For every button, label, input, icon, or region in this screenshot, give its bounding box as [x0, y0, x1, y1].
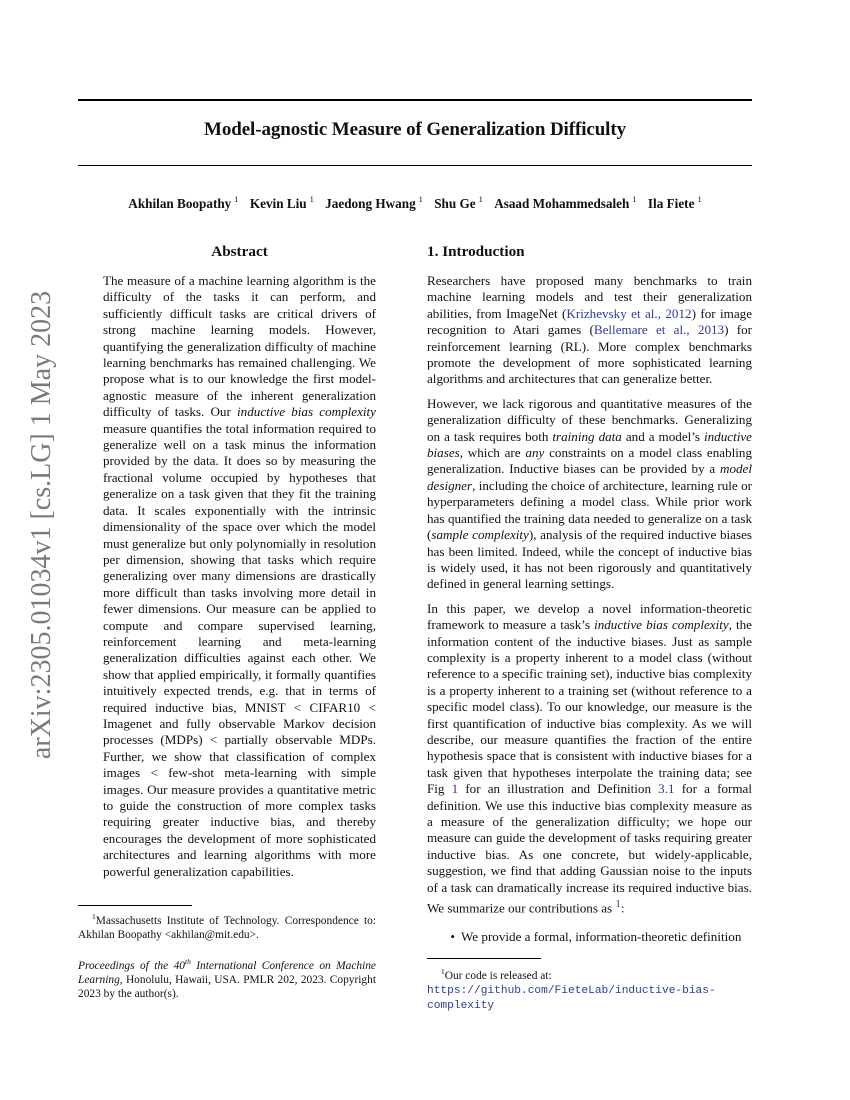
title-rule-top — [78, 99, 752, 101]
citation-link[interactable]: Krizhevsky et al., 2012 — [566, 305, 692, 321]
introduction-heading: 1. Introduction — [427, 243, 525, 260]
author: Shu Ge $^1$ — [434, 194, 483, 212]
code-url-link[interactable]: https://github.com/FieteLab/inductive-bias-complexity — [427, 984, 716, 1012]
intro-paragraph-2: However, we lack rigorous and quantitative measures of the generalization difficulty of these benchmarks. Generalizing on a task requires both training data and a model’s inductive biases, which are any constraints on a model class enabling generalization. Inductive biases can be provided by a model designer, including the choice of architecture, learning rule or hyperparameters defining a model class. While prior work has quantified the training data needed to generalize on a task (sample complexity), analysis of the required inductive biases has been limited. Indeed, while the concept of inductive bias is widely used, it has not been rigorously and quantitatively defined in general learning settings. — [427, 395, 752, 592]
author: Akhilan Boopathy $^1$ — [128, 194, 239, 212]
code-footnote: $^1$Our code is released at: https://github.com/FieteLab/inductive-bias-complexity — [427, 967, 716, 1012]
abstract-section — [103, 242, 376, 880]
author: Ila Fiete $^1$ — [647, 194, 702, 212]
contribution-bullet — [427, 929, 752, 945]
author: Jaedong Hwang $^1$ — [325, 194, 423, 212]
abstract-body: The measure of a machine learning algorithm is the difficulty of the tasks it can perform, and sufficiently difficult tasks are critical drivers of strong machine learning models. However, quantifying the generalization difficulty of machine learning benchmarks has remained challenging. We propose what is to our knowledge the first model-agnostic measure of the inherent generalization difficulty of tasks. Our inductive bias complexity measure quantifies the total information required to generalize well on a task minus the information provided by the data. It does so by measuring the fractional volume occupied by hypotheses that generalize on a task given that they fit the training data. It scales exponentially with the intrinsic dimensionality of the space over which the model must generalize but only polynomially in resolution per dimension, showing that tasks which require generalizing over many dimensions are drastically more difficult than tasks involving more detail in fewer dimensions. Our measure can be applied to compute and compare supervised learning, reinforcement learning and meta-learning generalization difficulties against each other. We show that applied empirically, it formally quantifies intuitively expected trends, e.g. that in terms of required inductive bias, MNIST < CIFAR10 < Imagenet and fully observable Markov decision processes (MDPs) < partially observable MDPs. Further, we show that classification of complex images < few-shot meta-learning with simple images. Our measure provides a quantitative metric to guide the construction of more complex tasks requiring greater inductive bias, and thereby encourages the development of more sophisticated architectures and learning algorithms with more powerful generalization capabilities. — [103, 273, 376, 879]
definition-ref-link[interactable]: 3.1 — [658, 781, 675, 797]
intro-paragraph-3: In this paper, we develop a novel information-theoretic framework to measure a task’s inductive bias complexity, the information content of the inductive biases. Just as sample complexity is a property inherent to a model class (without reference to a specific training set), inductive bias complexity is a property inherent to a training set (without reference to a specific model class). To our knowledge, our measure is the first quantification of inductive bias complexity. As we will describe, our measure quantifies the fraction of the entire hypothesis space that is consistent with inductive biases for a task given that hypotheses interpolate the training data; see Fig 1 for an illustration and Definition 3.1 for a formal definition. We use this inductive bias complexity measure as a measure of the generalization difficulty; we hope our measure can guide the development of tasks requiring greater inductive bias. As one concrete, but widely-applicable, suggestion, we find that adding Gaussian noise to the inputs of a task can dramatically increase its required inductive bias. We summarize our contributions as $^1$: — [427, 600, 752, 916]
citation-link[interactable]: Bellemare et al., 2013 — [593, 322, 725, 338]
introduction-section — [427, 242, 752, 945]
bullet-icon: • — [450, 928, 455, 944]
author: Kevin Liu $^1$ — [249, 194, 314, 212]
intro-paragraph-1: Researchers have proposed many benchmarks to train machine learning models and test their generalization abilities, from ImageNet (Krizhevsky et al., 2012) for image recognition to Atari games (Bellemare et al., 2013) for reinforcement learning (RL). More complex benchmarks promote the development of more sophisticated learning algorithms and architectures that can generalize better. — [427, 273, 753, 387]
figure-ref-link[interactable]: 1 — [451, 781, 459, 797]
bullet-text: We provide a formal, information-theoretic definition — [461, 928, 742, 944]
author-list — [78, 195, 752, 212]
abstract-heading: Abstract — [211, 243, 268, 260]
paper-title: Model-agnostic Measure of Generalization Difficulty — [204, 119, 626, 140]
footnote-rule-right — [427, 958, 541, 959]
author: Asaad Mohammedsaleh $^1$ — [494, 194, 637, 212]
arxiv-identifier: arXiv:2305.01034v1 [cs.LG] 1 May 2023 — [26, 290, 57, 760]
title-rule-bottom — [78, 165, 752, 166]
proceedings-note: Proceedings of the 40th International Conference on Machine Learning, Honolulu, Hawaii, USA. PMLR 202, 2023. Copyright 2023 by the author(s). — [78, 957, 376, 1000]
arxiv-sidebar — [12, 290, 72, 760]
footnote-rule-left — [78, 905, 192, 906]
affiliation-footnote: $^1$Massachusetts Institute of Technology. Correspondence to: Akhilan Boopathy <akhilan@mit.edu>. — [78, 912, 376, 941]
footnote-ref-link[interactable]: 1 — [615, 898, 621, 911]
